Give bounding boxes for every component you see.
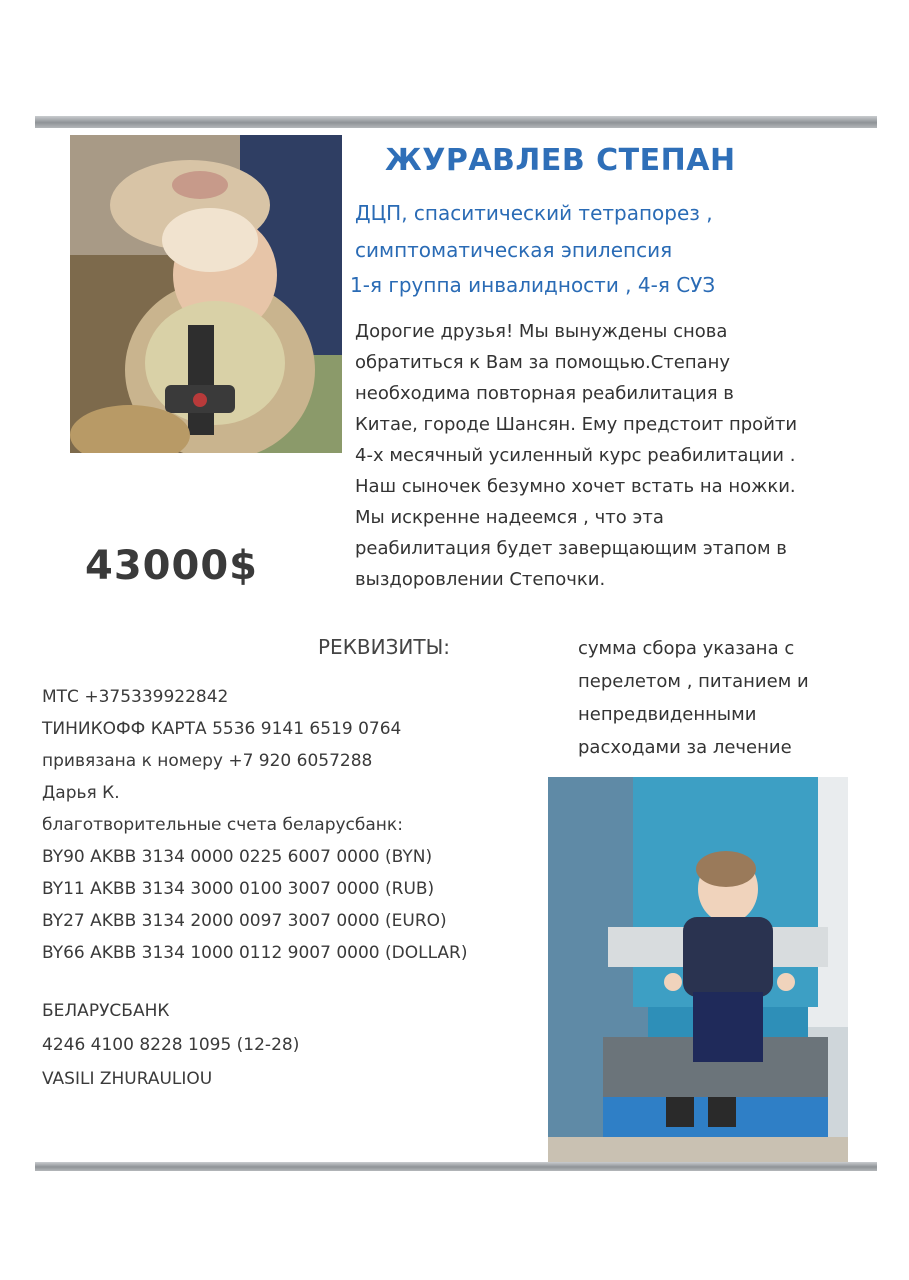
child-rehabilitation-chair-photo xyxy=(548,777,848,1163)
note-line: расходами за лечение xyxy=(578,737,792,758)
detail-line: BY27 AKBB 3134 2000 0097 3007 0000 (EURO) xyxy=(42,911,447,931)
bank-line: БЕЛАРУСБАНК xyxy=(42,1001,170,1021)
detail-line: BY66 AKBB 3134 1000 0112 9007 0000 (DOLLAR) xyxy=(42,943,468,963)
requisites-heading: РЕКВИЗИТЫ: xyxy=(318,635,450,659)
bank-line: VASILI ZHURAULIOU xyxy=(42,1069,213,1089)
child-name-title: ЖУРАВЛЕВ СТЕПАН xyxy=(385,143,736,178)
detail-line: благотворительные счета беларусбанк: xyxy=(42,815,403,835)
appeal-line: 4-х месячный усиленный курс реабилитации . xyxy=(355,445,796,466)
appeal-line: обратиться к Вам за помощью.Степану xyxy=(355,352,731,373)
detail-line: BY11 AKBB 3134 3000 0100 3007 0000 (RUB) xyxy=(42,879,435,899)
detail-line: МТС +375339922842 xyxy=(42,687,229,707)
amount-note xyxy=(578,632,809,764)
bank-card-details xyxy=(42,994,299,1096)
appeal-line: Мы искренне надеемся , что эта xyxy=(355,507,664,528)
appeal-line: реабилитация будет заверщающим этапом в xyxy=(355,538,787,559)
appeal-text xyxy=(355,316,885,595)
note-line: перелетом , питанием и xyxy=(578,671,809,692)
detail-line: ТИНИКОФФ КАРТА 5536 9141 6519 0764 xyxy=(42,719,402,739)
note-line: непредвиденными xyxy=(578,704,757,725)
note-line: сумма сбора указана с xyxy=(578,638,795,659)
top-divider-bar xyxy=(35,116,877,128)
diagnosis-line-1: ДЦП, спаситический тетрапорез , xyxy=(355,201,713,225)
detail-line: Дарья К. xyxy=(42,783,120,803)
bottom-divider-bar xyxy=(35,1162,877,1171)
bank-line: 4246 4100 8228 1095 (12-28) xyxy=(42,1035,300,1055)
disability-group: 1-я группа инвалидности , 4-я СУЗ xyxy=(350,273,716,297)
fundraising-amount: 43000$ xyxy=(85,543,258,589)
appeal-line: выздоровлении Степочки. xyxy=(355,569,606,590)
diagnosis-line-2: симптоматическая эпилепсия xyxy=(355,238,673,262)
appeal-line: необходима повторная реабилитация в xyxy=(355,383,734,404)
detail-line: BY90 AKBB 3134 0000 0225 6007 0000 (BYN) xyxy=(42,847,433,867)
appeal-line: Китае, городе Шансян. Ему предстоит пройти xyxy=(355,414,798,435)
child-in-car-seat-photo xyxy=(70,135,342,453)
detail-line: привязана к номеру +7 920 6057288 xyxy=(42,751,373,771)
payment-details xyxy=(42,681,468,969)
appeal-line: Наш сыночек безумно хочет встать на ножки. xyxy=(355,476,796,497)
appeal-line: Дорогие друзья! Мы вынуждены снова xyxy=(355,321,728,342)
